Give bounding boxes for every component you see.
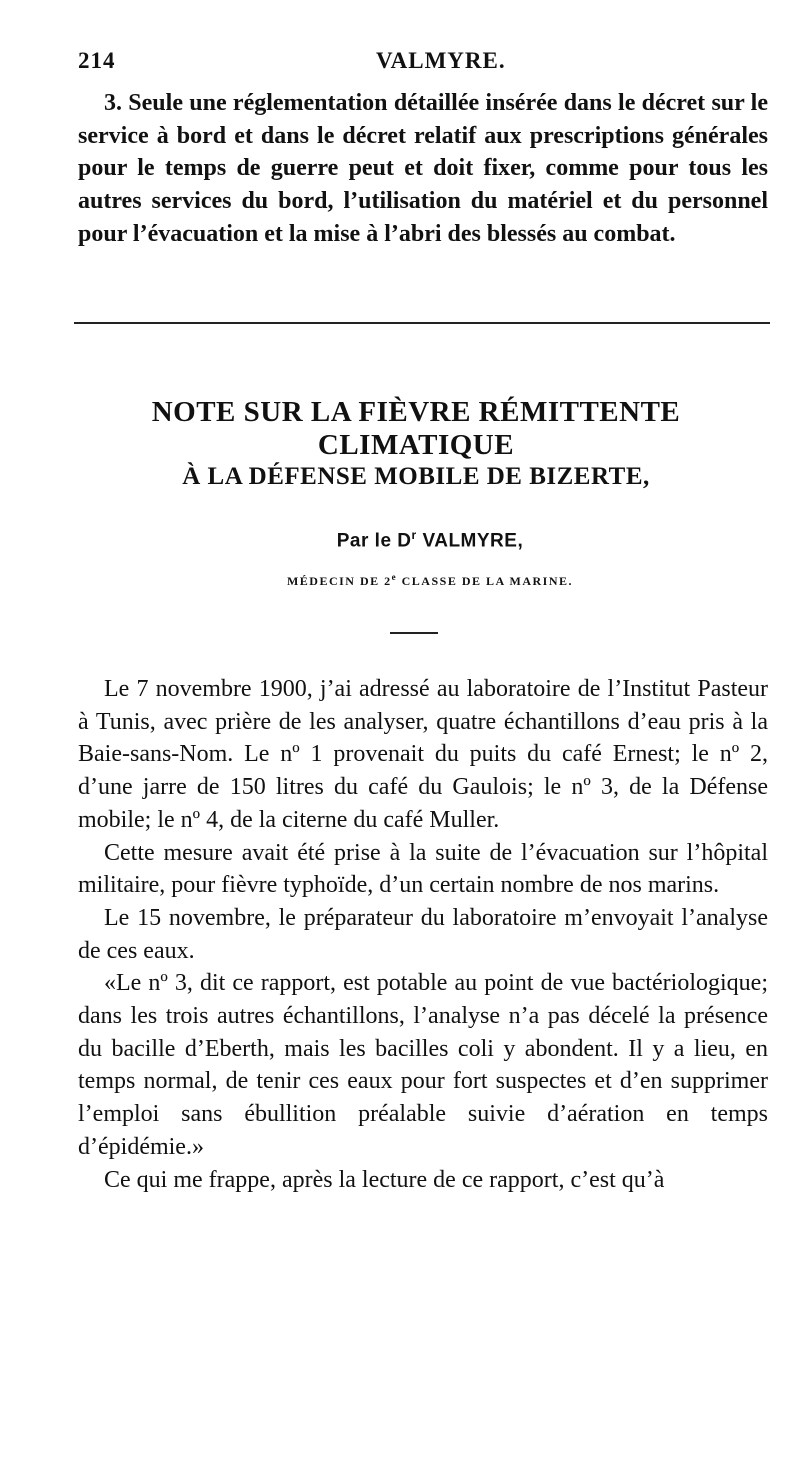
body-paragraph: Cette mesure avait été prise à la suite de l’évacuation sur l’hôpital militaire, pour fièvre typhoïde, d’un certain nombre de nos marins. bbox=[78, 839, 768, 899]
article-title-line-1: NOTE SUR LA FIÈVRE RÉMITTENTE CLIMATIQUE bbox=[151, 396, 681, 461]
byline-prefix: Par le D bbox=[336, 530, 412, 552]
continued-paragraph: 3. Seule une réglementation détaillée insérée dans le décret sur le service à bord et dans le décret relatif aux prescriptions générales pour le temps de guerre peut et doit fixer, comme pour tous les autres services du bord, l’utilisation du matériel et du personnel pour l’évacuation et la mise à l’abri des blessés au combat. bbox=[78, 90, 768, 247]
body-paragraph: Le 15 novembre, le préparateur du laboratoire m’envoyait l’analyse de ces eaux. bbox=[78, 904, 768, 964]
article-body bbox=[78, 673, 768, 1196]
section-divider bbox=[74, 322, 770, 324]
author-name: VALMYRE, bbox=[416, 530, 524, 552]
page-number: 214 bbox=[78, 48, 116, 73]
rank-prefix: MÉDECIN DE 2 bbox=[286, 574, 392, 588]
continued-section bbox=[78, 87, 768, 251]
running-title: VALMYRE. bbox=[376, 48, 506, 73]
body-paragraph: «Le nº 3, dit ce rapport, est potable au point de vue bactériologique; dans les trois autres échantillons, l’analyse n’a pas décelé la présence du bacille d’Eberth, mais les bacilles coli y abondent. Il y a lieu, en temps normal, de tenir ces eaux pour fort suspectes et d’en supprimer l’emploi sans ébullition préalable suivie d’aération en temps d’épidémie.» bbox=[78, 970, 768, 1160]
article-title-line-2: À LA DÉFENSE MOBILE DE BIZERTE, bbox=[182, 463, 650, 490]
page-header bbox=[78, 48, 770, 84]
title-divider bbox=[390, 632, 438, 634]
byline-superscript: r bbox=[411, 528, 417, 542]
body-paragraph: Ce qui me frappe, après la lecture de ce rapport, c’est qu’à bbox=[104, 1166, 665, 1193]
author-rank bbox=[100, 572, 760, 589]
rank-superscript: e bbox=[391, 572, 398, 582]
author-byline bbox=[100, 528, 760, 552]
body-paragraph: Le 7 novembre 1900, j’ai adressé au laboratoire de l’Institut Pasteur à Tunis, avec prière de les analyser, quatre échantillons d’eau pris à la Baie-sans-Nom. Le nº 1 provenait du puits du café Ernest; le nº 2, d’une jarre de 150 litres du café du Gaulois; le nº 3, de la Défense mobile; le nº 4, de la citerne du café Muller. bbox=[78, 676, 768, 833]
rank-suffix: CLASSE DE LA MARINE. bbox=[397, 574, 574, 588]
